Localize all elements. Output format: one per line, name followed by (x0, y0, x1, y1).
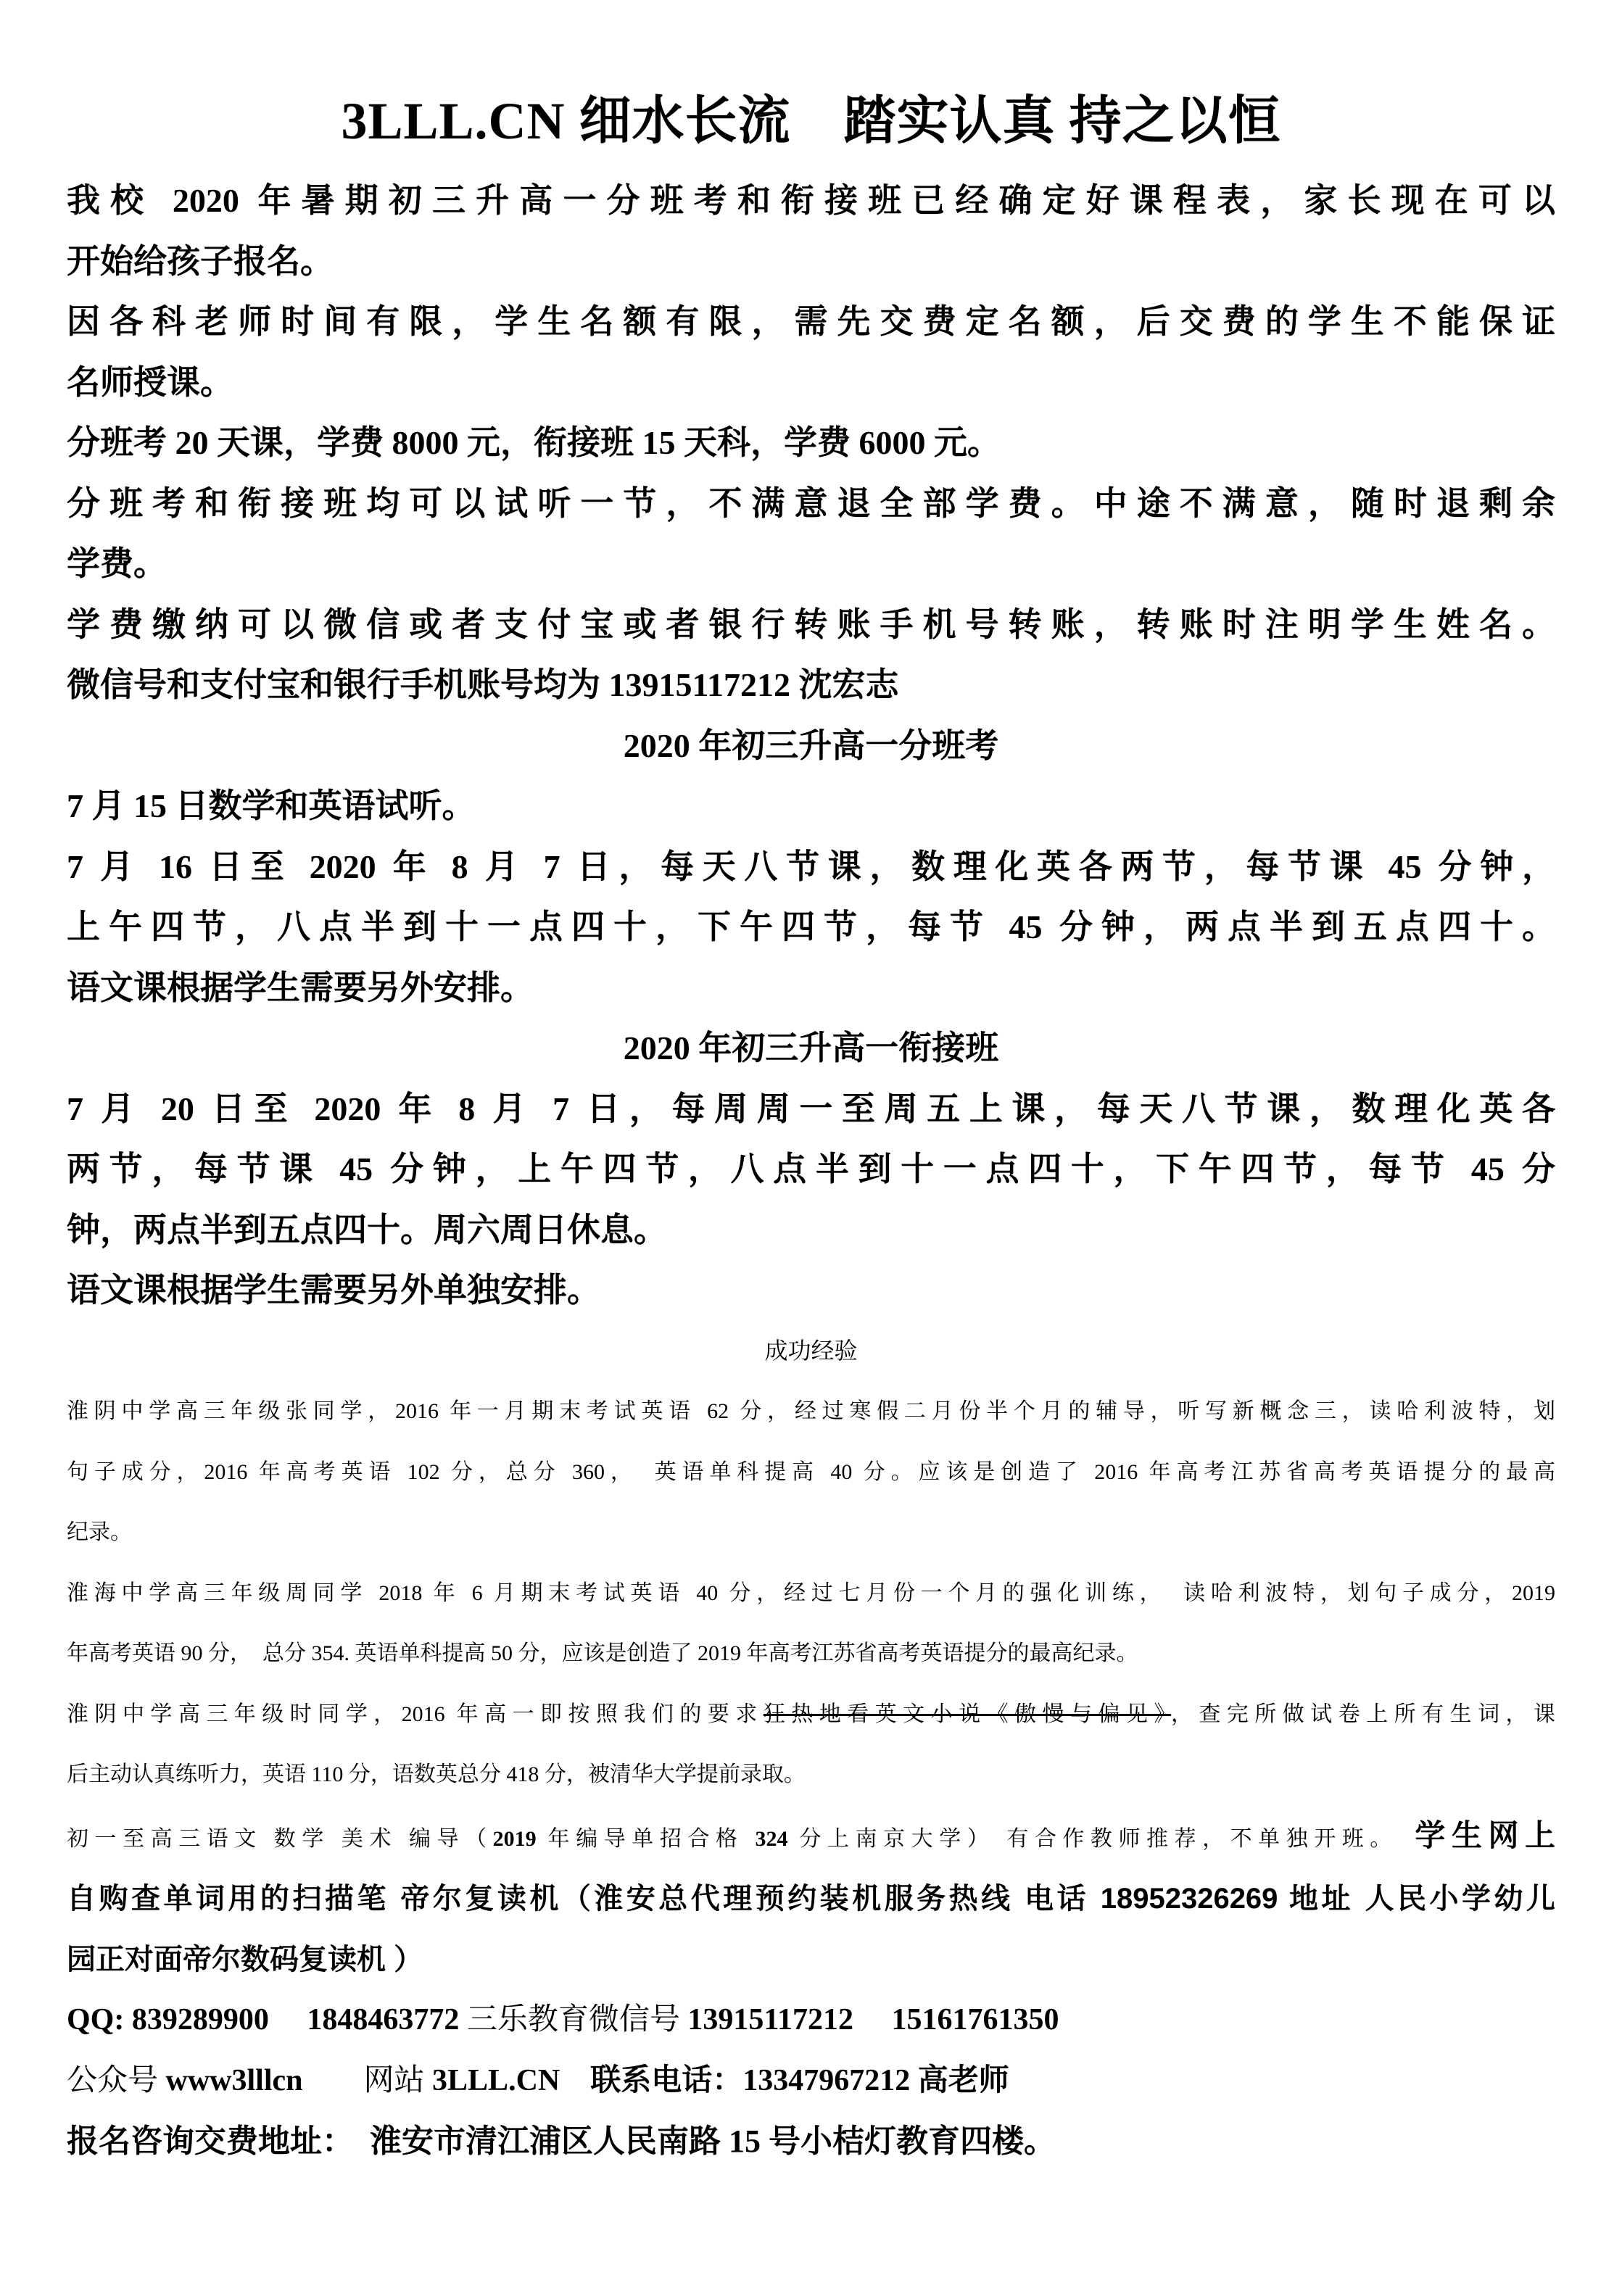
text-segment: 成功经验 (764, 1337, 858, 1364)
text-segment: 分班考和衔接班均可以试听一节，不满意退全部学费。中途不满意，随时退剩余 (67, 484, 1555, 522)
text-segment: 淮阴中学高三年级张同学，2016 年一月期末考试英语 62 分，经过寒假二月份半个月的辅导，听写新概念三，读哈利波特，划 (67, 1399, 1555, 1423)
success-story-1-line-3 (67, 1502, 1555, 1563)
text-segment: 公众号 (67, 2063, 166, 2097)
bridge-class-heading (67, 1018, 1555, 1079)
placement-trial-line (67, 776, 1555, 837)
bridge-schedule-line-1 (67, 1079, 1555, 1140)
text-segment: 我校 2020 年暑期初三升高一分班考和衔接班已经确定好课程表，家长现在可以 (67, 182, 1555, 219)
placement-schedule-line-1 (67, 837, 1555, 898)
success-story-2-line-2 (67, 1623, 1555, 1684)
qq-wechat-line (67, 1990, 1555, 2051)
text-segment: 年编导单招合格 (536, 1826, 756, 1851)
text-segment (1387, 1827, 1415, 1851)
success-story-1-line-2 (67, 1442, 1555, 1503)
text-segment: 3LLL.CN 细水长流 踏实认真 持之以恒 (341, 92, 1281, 150)
text-segment: 句子成分，2016 年高考英语 102 分，总分 360， 英语单科提高 40 分。应该是创造了 2016 年高考江苏省高考英语提分的最高 (67, 1459, 1555, 1484)
text-segment: 名师授课。 (67, 363, 233, 401)
text-segment (560, 2064, 590, 2097)
bridge-chinese-line (67, 1260, 1555, 1321)
strikethrough-text: 狂热地看英文小说《傲慢与偏见》 (763, 1702, 1171, 1726)
courses-line (67, 1805, 1555, 1870)
refund-line-1 (67, 473, 1555, 534)
page-title (67, 83, 1555, 159)
text-segment: 自购查单词用的扫描笔 帝尔复读机（淮安总代理预约装机服务热线 电话 18952326269 地址 人民小学幼儿 (67, 1883, 1555, 1915)
text-segment: 7 月 16 日至 2020 年 8 月 7 日，每天八节课，数理化英各两节，每节课 45 分钟， (67, 847, 1555, 885)
text-segment: 三乐教育微信号 (466, 2003, 688, 2036)
text-segment: 7 月 20 日至 2020 年 8 月 7 日，每周周一至周五上课，每天八节课，数理化英各 (67, 1090, 1555, 1127)
text-segment: 纪录。 (67, 1520, 132, 1544)
scanner-pen-line-2 (67, 1930, 1555, 1991)
text-segment: 学生网上 (1415, 1818, 1556, 1852)
text-segment: 淮海中学高三年级周同学 2018 年 6 月期末考试英语 40 分，经过七月份一个月的强化训练， 读哈利波特，划句子成分，2019 (67, 1580, 1555, 1605)
text-segment: 2019 (492, 1826, 537, 1851)
text-segment: 淮阴中学高三年级时同学，2016 年高一即按照我们的要求 (67, 1702, 764, 1726)
text-segment: ，查完所做试卷上所有生词，课 (1170, 1702, 1556, 1726)
text-segment: 初一至高三语文 数学 美术 编导（ (67, 1826, 493, 1851)
text-segment: 2020 年初三升高一衔接班 (623, 1029, 999, 1066)
text-segment: 2020 年初三升高一分班考 (623, 726, 999, 764)
text-segment: 钟，两点半到五点四十。周六周日休息。 (67, 1211, 667, 1248)
text-segment: 语文课根据学生需要另外单独安排。 (67, 1272, 600, 1309)
text-segment: 开始给孩子报名。 (67, 242, 334, 280)
text-segment: 因各科老师时间有限，学生名额有限，需先交费定名额，后交费的学生不能保证 (67, 303, 1555, 340)
text-segment: 3LLL.CN (432, 2063, 560, 2097)
success-story-2-line-1 (67, 1563, 1555, 1624)
payment-line-2 (67, 655, 1555, 716)
text-segment: 年高考英语 90 分， 总分 354. 英语单科提高 50 分，应该是创造了 2019 年高考江苏省高考英语提分的最高纪录。 (67, 1641, 1138, 1665)
text-segment: 分班考 20 天课，学费 8000 元，衔接班 15 天科，学费 6000 元。 (67, 424, 1001, 461)
success-story-1-line-1 (67, 1381, 1555, 1442)
text-segment: 报名咨询交费地址： 淮安市清江浦区人民南路 15 号小桔灯教育四楼。 (67, 2123, 1056, 2159)
success-story-3-line-2 (67, 1744, 1555, 1805)
success-story-3-line-1 (67, 1684, 1555, 1745)
placement-exam-heading (67, 716, 1555, 776)
text-segment: QQ: 839289900 1848463772 (67, 2003, 467, 2036)
payment-line-1 (67, 594, 1555, 655)
tuition-line (67, 413, 1555, 473)
website-phone-line (67, 2051, 1555, 2112)
text-segment: 7 月 15 日数学和英语试听。 (67, 787, 476, 824)
text-segment: 学费。 (67, 545, 167, 582)
document-content (67, 83, 1555, 2172)
placement-schedule-line-2 (67, 897, 1555, 958)
address-line (67, 2111, 1555, 2172)
quota-line-1 (67, 291, 1555, 352)
intro-line-2 (67, 231, 1555, 292)
quota-line-2 (67, 352, 1555, 413)
text-segment: 两节，每节课 45 分钟，上午四节，八点半到十一点四十，下午四节，每节 45 分 (67, 1151, 1555, 1188)
text-segment: 上午四节，八点半到十一点四十，下午四节，每节 45 分钟，两点半到五点四十。 (67, 908, 1555, 945)
refund-line-2 (67, 534, 1555, 594)
text-segment: 园正对面帝尔数码复读机 ） (67, 1943, 423, 1976)
text-segment: 联系电话：13347967212 高老师 (590, 2063, 1009, 2097)
text-segment: 学费缴纳可以微信或者支付宝或者银行转账手机号转账，转账时注明学生姓名。 (67, 605, 1555, 643)
text-segment: 网站 (302, 2063, 433, 2097)
placement-chinese-line (67, 958, 1555, 1019)
intro-line-1 (67, 170, 1555, 231)
bridge-schedule-line-3 (67, 1200, 1555, 1261)
text-segment: 13915117212 15161761350 (687, 2003, 1059, 2036)
text-segment: 后主动认真练听力，英语 110 分，语数英总分 418 分，被清华大学提前录取。 (67, 1762, 806, 1786)
scanner-pen-line-1 (67, 1869, 1555, 1930)
text-segment: 分上南京大学） 有合作教师推荐，不单独开班。 (787, 1826, 1387, 1851)
text-segment: 语文课根据学生需要另外安排。 (67, 969, 534, 1006)
bridge-schedule-line-2 (67, 1139, 1555, 1200)
text-segment: 324 (755, 1826, 788, 1851)
text-segment: www3lllcn (165, 2063, 303, 2097)
success-heading (67, 1321, 1555, 1382)
text-segment: 微信号和支付宝和银行手机账号均为 13915117212 沈宏志 (67, 666, 899, 703)
